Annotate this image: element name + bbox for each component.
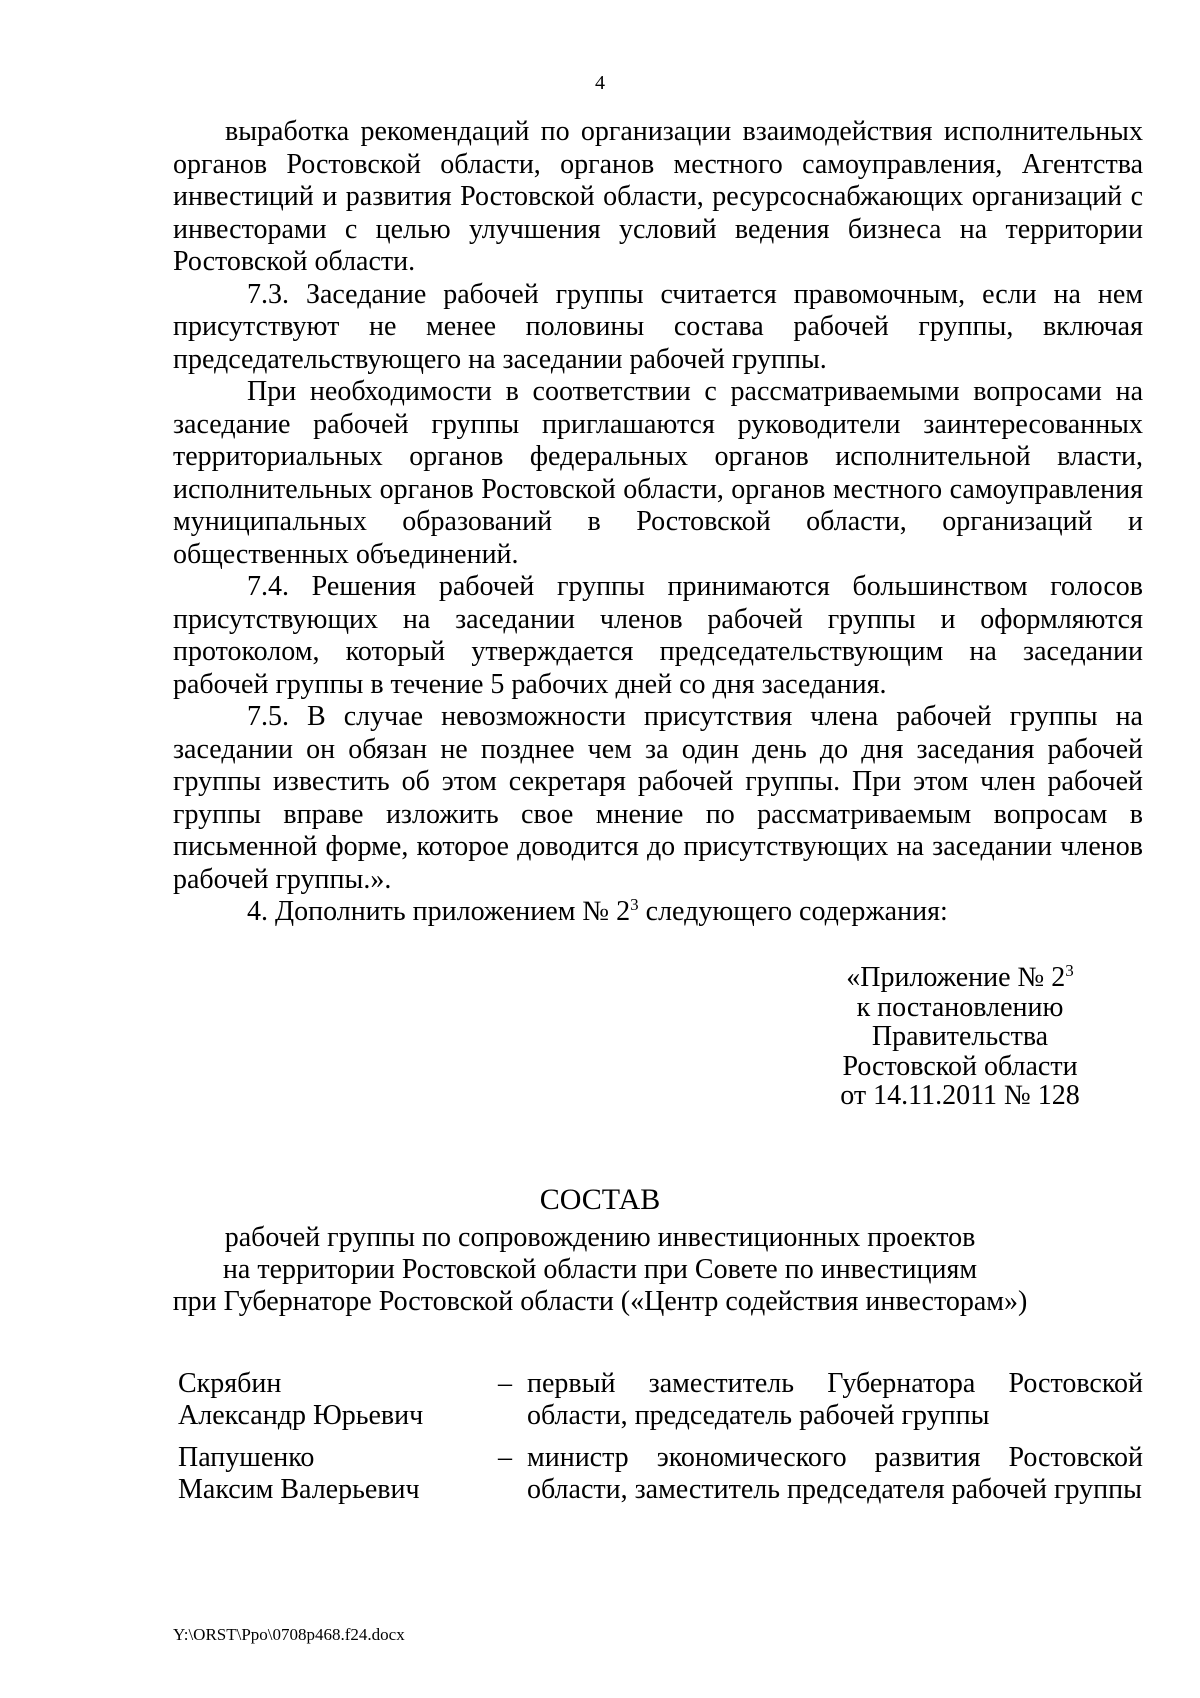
member-surname: Папушенко (178, 1442, 315, 1473)
appendix-heading (830, 963, 1090, 1111)
appendix-title: «Приложение № 2 (846, 962, 1066, 993)
member-role: министр экономического развития Ростовской области, заместитель председателя рабочей группы (527, 1442, 1143, 1505)
member-dash: – (498, 1442, 512, 1473)
paragraph-recommendations: выработка рекомендаций по организации взаимодействия исполнительных органов Ростовской области, органов местного самоуправления, Агентства инвестиций и развития Ростовской области, ресурсоснабжающих организаций с инвесторами с целью улучшения условий ведения бизнеса на территории Ростовской области. (173, 116, 1143, 277)
member-given-name: Александр Юрьевич (178, 1400, 424, 1431)
composition-subtitle-line: рабочей группы по сопровождению инвестиционных проектов (224, 1222, 976, 1253)
composition-subtitle-line: при Губернаторе Ростовской области («Центр содействия инвесторам») (172, 1286, 1028, 1317)
member-given-name: Максим Валерьевич (178, 1474, 420, 1505)
member-name (178, 1442, 498, 1506)
composition-subtitle-line: на территории Ростовской области при Совете по инвестициям (222, 1254, 978, 1285)
document-body (173, 116, 1143, 929)
composition-heading (150, 1178, 1050, 1318)
paragraph-invitations: При необходимости в соответствии с рассматриваемыми вопросами на заседание рабочей группы приглашаются руководители заинтересованных территориальных органов федеральных органов исполнительной власти, исполнительных органов Ростовской области, органов местного самоуправления муниципальных образований в Ростовской области, организаций и общественных объединений. (173, 376, 1143, 570)
member-dash: – (498, 1368, 512, 1399)
appendix-title-line (830, 963, 1090, 993)
member-row (178, 1442, 1143, 1506)
composition-title: СОСТАВ (539, 1183, 661, 1216)
paragraph-7-3: 7.3. Заседание рабочей группы считается правомочным, если на нем присутствуют не менее половины состава рабочей группы, включая председательствующего на заседании рабочей группы. (173, 278, 1143, 375)
item-4-text: 4. Дополнить приложением № 2 (247, 896, 631, 927)
page-number: 4 (595, 72, 605, 94)
appendix-date-line: от 14.11.2011 № 128 (840, 1080, 1080, 1111)
item-4-superscript: 3 (630, 895, 639, 914)
paragraph-7-5: 7.5. В случае невозможности присутствия члена рабочей группы на заседании он обязан не позднее чем за один день до дня заседания рабочей группы известить об этом секретаря рабочей группы. При этом член рабочей группы вправе изложить свое мнение по рассматриваемым вопросам в письменной форме, которое доводится до присутствующих на заседании членов рабочей группы.». (173, 701, 1143, 895)
paragraph-item-4 (173, 896, 1143, 929)
members-list (178, 1368, 1143, 1516)
appendix-government-line: Правительства (871, 1021, 1049, 1052)
appendix-ref-line: к постановлению (856, 991, 1064, 1023)
paragraph-7-4: 7.4. Решения рабочей группы принимаются большинством голосов присутствующих на заседании членов рабочей группы и оформляются протоколом, который утверждается председательствующим на заседании рабочей группы в течение 5 рабочих дней со дня заседания. (173, 571, 1143, 700)
member-surname: Скрябин (178, 1368, 282, 1399)
item-4-suffix: следующего содержания: (638, 896, 948, 927)
appendix-region-line: Ростовской области (842, 1050, 1078, 1082)
member-name (178, 1368, 498, 1432)
member-role: первый заместитель Губернатора Ростовской области, председатель рабочей группы (527, 1368, 1143, 1431)
appendix-superscript: 3 (1065, 961, 1074, 980)
member-row (178, 1368, 1143, 1432)
file-path-footer: Y:\ORST\Ppo\0708p468.f24.docx (173, 1625, 405, 1644)
